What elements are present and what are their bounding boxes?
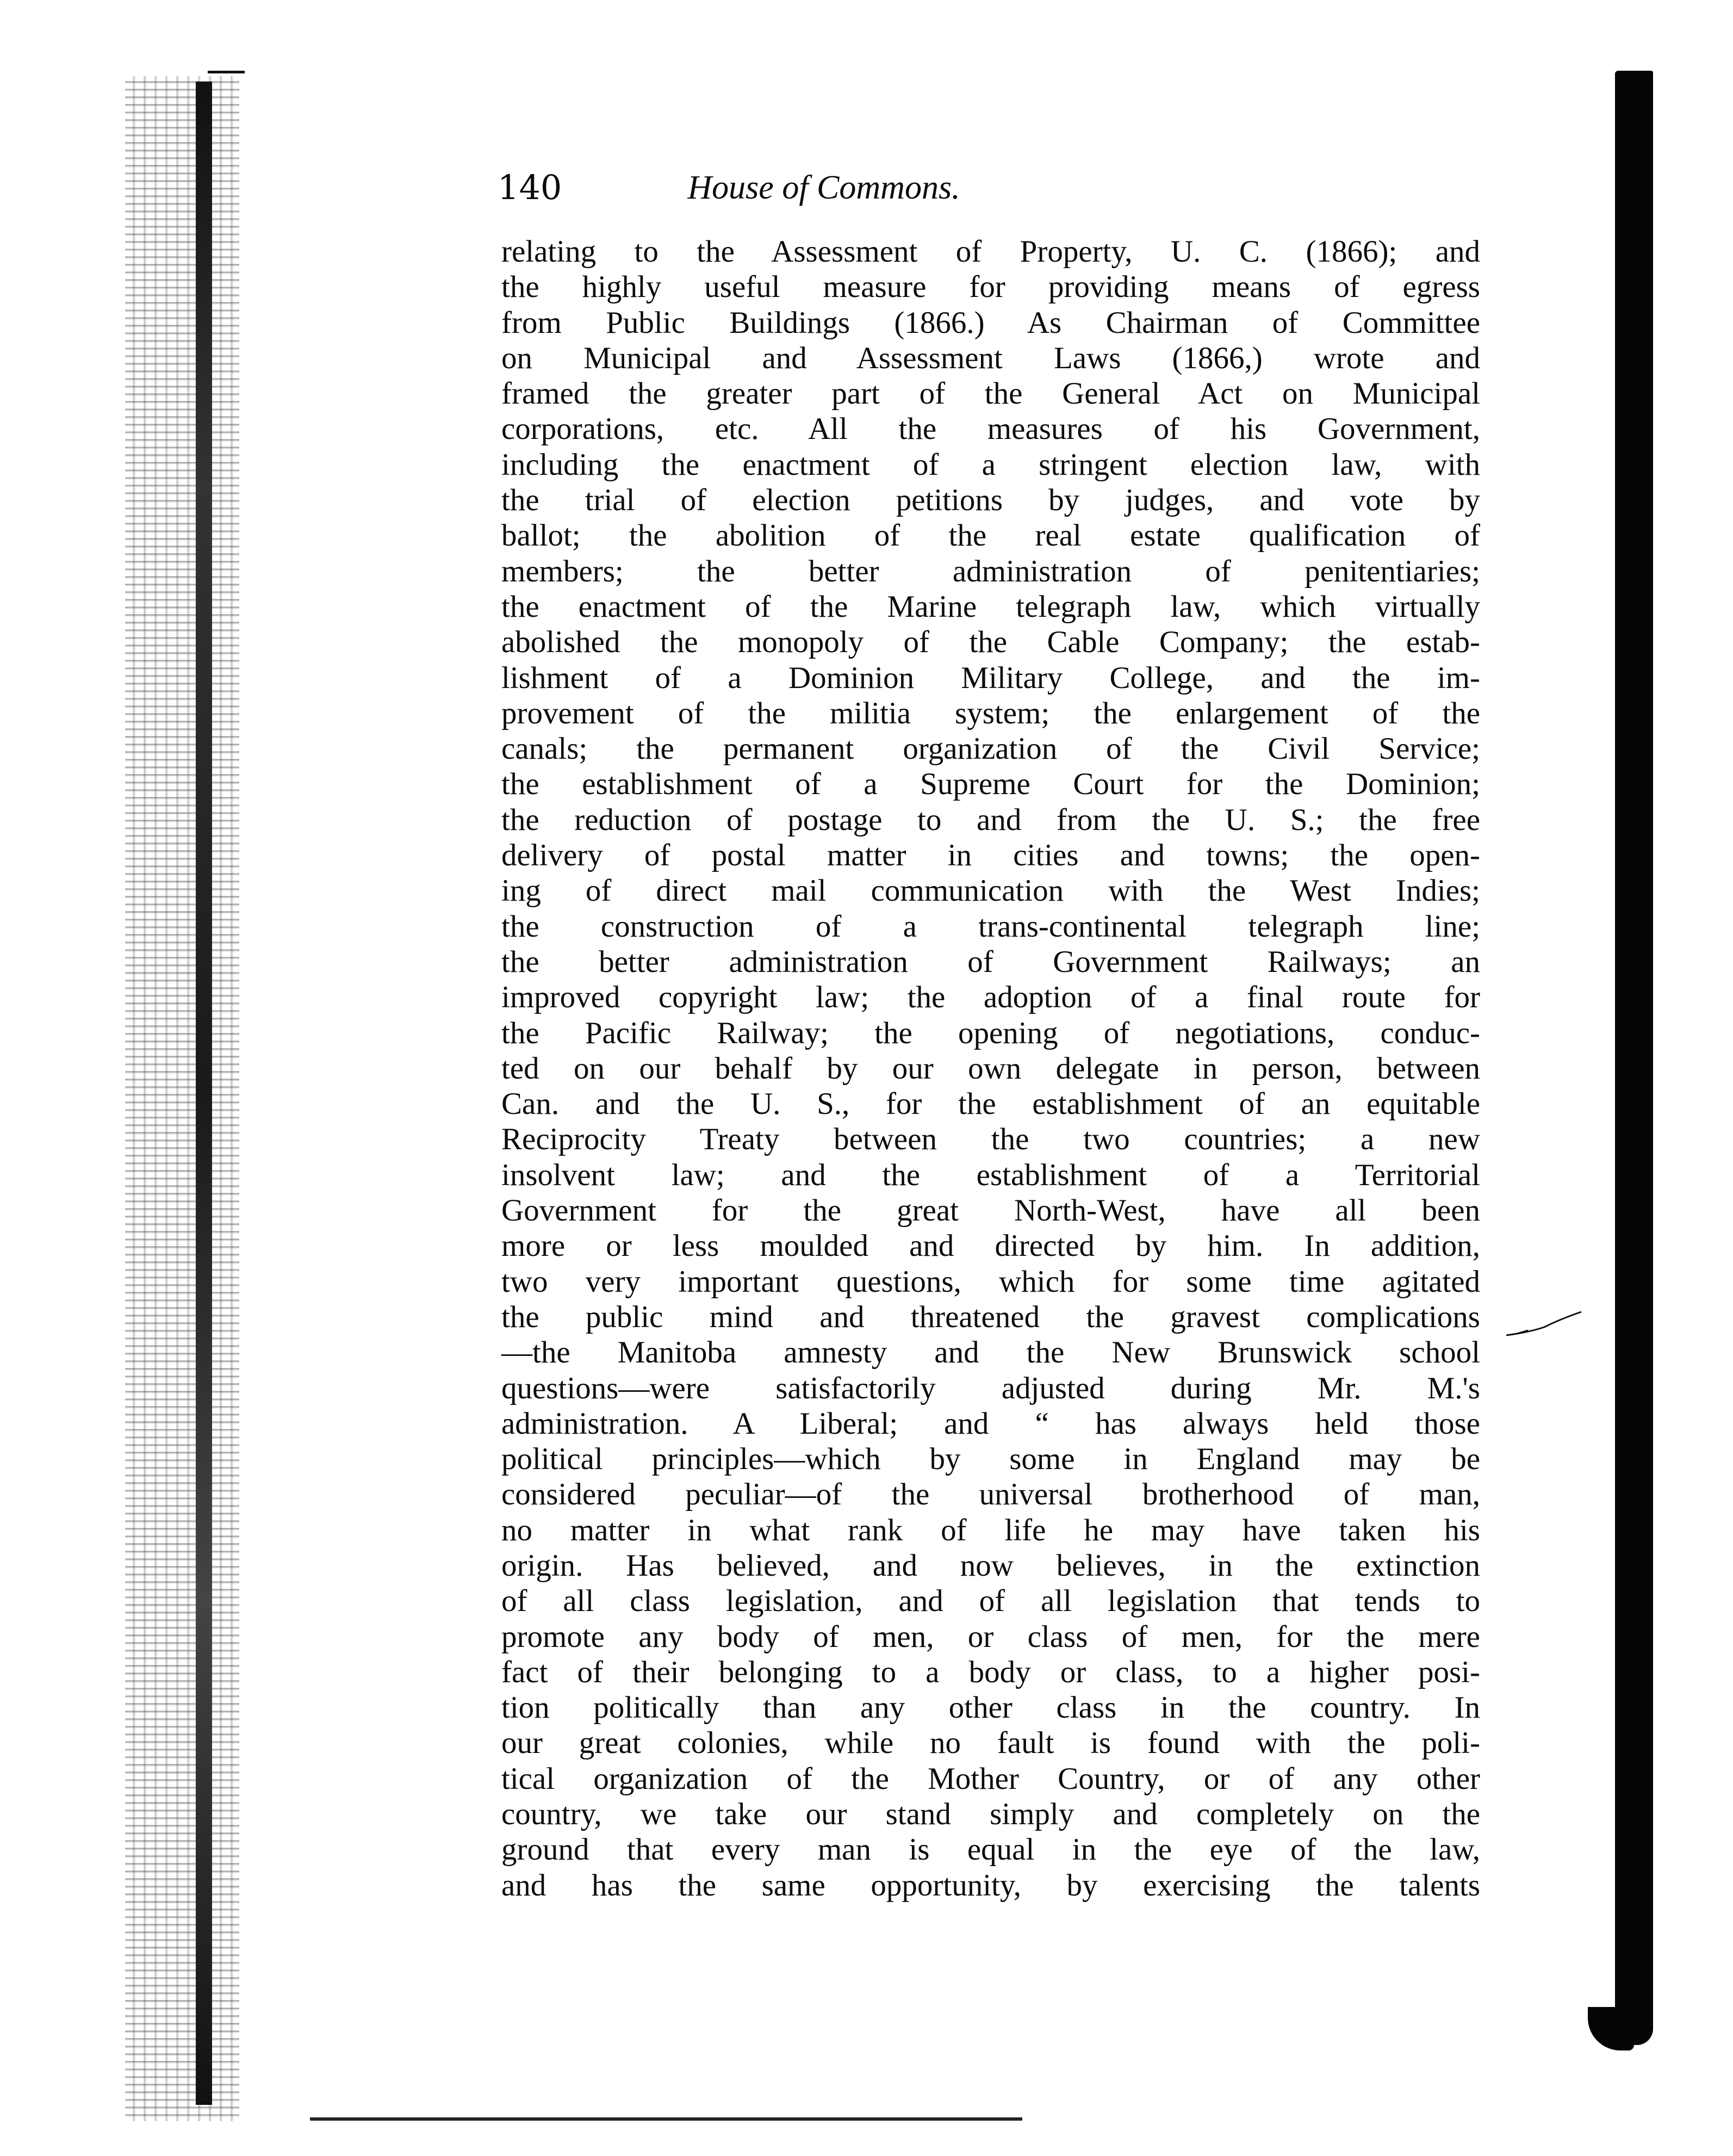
text-line: and has the same opportunity, by exercising the talents (501, 1868, 1480, 1903)
text-line: corporations, etc. All the measures of his Government, (501, 412, 1480, 447)
text-line: the public mind and threatened the gravest complications (501, 1299, 1480, 1334)
binding-shadow (196, 82, 212, 2105)
text-line: tion politically than any other class in the country. In (501, 1690, 1480, 1725)
text-line: insolvent law; and the establishment of a Territorial (501, 1157, 1480, 1192)
text-line: ballot; the abolition of the real estate qualification of (501, 518, 1480, 553)
book-binding-edge (125, 76, 239, 2121)
text-line: from Public Buildings (1866.) As Chairman of Committee (501, 305, 1480, 340)
text-line: including the enactment of a stringent election law, with (501, 447, 1480, 482)
running-head (498, 163, 1150, 212)
text-line: provement of the militia system; the enlargement of the (501, 696, 1480, 730)
text-line: the highly useful measure for providing means of egress (501, 270, 1480, 305)
text-line: Government for the great North-West, have all been (501, 1193, 1480, 1228)
text-line: country, we take our stand simply and completely on the (501, 1797, 1480, 1832)
binding-top-mark (208, 71, 245, 73)
text-line: the establishment of a Supreme Court for the Dominion; (501, 767, 1480, 802)
text-line: political principles—which by some in England may be (501, 1442, 1480, 1477)
text-line: questions—were satisfactorily adjusted during Mr. M.'s (501, 1371, 1480, 1405)
text-line: no matter in what rank of life he may have taken his (501, 1513, 1480, 1547)
bottom-rule (310, 2117, 1022, 2121)
text-line: ing of direct mail communication with the West Indies; (501, 873, 1480, 908)
text-line: origin. Has believed, and now believes, in the extinction (501, 1548, 1480, 1583)
page-number: 140 (498, 168, 562, 207)
text-line: canals; the permanent organization of the Civil Service; (501, 732, 1480, 766)
page-right-edge-shadow (1615, 71, 1653, 2045)
text-line: tical organization of the Mother Country, or of any other (501, 1761, 1480, 1796)
text-line: Reciprocity Treaty between the two countries; a new (501, 1122, 1480, 1157)
marginal-pen-mark (1506, 1311, 1582, 1343)
text-line: on Municipal and Assessment Laws (1866,) wrote and (501, 340, 1480, 375)
running-title: House of Commons. (687, 169, 960, 206)
text-line: lishment of a Dominion Military College, and the im- (501, 660, 1480, 695)
text-line: considered peculiar—of the universal brotherhood of man, (501, 1477, 1480, 1512)
text-line: members; the better administration of penitentiaries; (501, 554, 1480, 588)
text-line: two very important questions, which for some time agitated (501, 1264, 1480, 1299)
text-line: administration. A Liberal; and “ has always held those (501, 1406, 1480, 1441)
text-line: more or less moulded and directed by him. In addition, (501, 1229, 1480, 1263)
text-line: our great colonies, while no fault is found with the poli- (501, 1726, 1480, 1761)
text-line: improved copyright law; the adoption of a final route for (501, 980, 1480, 1015)
text-line: the Pacific Railway; the opening of negotiations, conduc- (501, 1015, 1480, 1050)
text-line: abolished the monopoly of the Cable Company; the estab- (501, 625, 1480, 660)
text-line: delivery of postal matter in cities and towns; the open- (501, 838, 1480, 873)
text-line: promote any body of men, or class of men, for the mere (501, 1619, 1480, 1654)
text-line: ted on our behalf by our own delegate in person, between (501, 1051, 1480, 1086)
page-right-edge-tip (1588, 2007, 1634, 2050)
text-line: the enactment of the Marine telegraph law, which virtually (501, 589, 1480, 624)
text-line: fact of their belonging to a body or class, to a higher posi- (501, 1655, 1480, 1689)
text-line: of all class legislation, and of all legislation that tends to (501, 1584, 1480, 1619)
body-text (501, 234, 1480, 1903)
text-line: the construction of a trans-continental telegraph line; (501, 909, 1480, 944)
text-line: —the Manitoba amnesty and the New Brunswick school (501, 1335, 1480, 1370)
text-line: the trial of election petitions by judges, and vote by (501, 483, 1480, 518)
text-line: the better administration of Government Railways; an (501, 944, 1480, 979)
text-line: ground that every man is equal in the eye of the law, (501, 1832, 1480, 1867)
text-line: the reduction of postage to and from the U. S.; the free (501, 802, 1480, 837)
text-line: Can. and the U. S., for the establishment of an equitable (501, 1087, 1480, 1122)
text-line: relating to the Assessment of Property, U. C. (1866); and (501, 234, 1480, 269)
text-line: framed the greater part of the General Act on Municipal (501, 376, 1480, 411)
